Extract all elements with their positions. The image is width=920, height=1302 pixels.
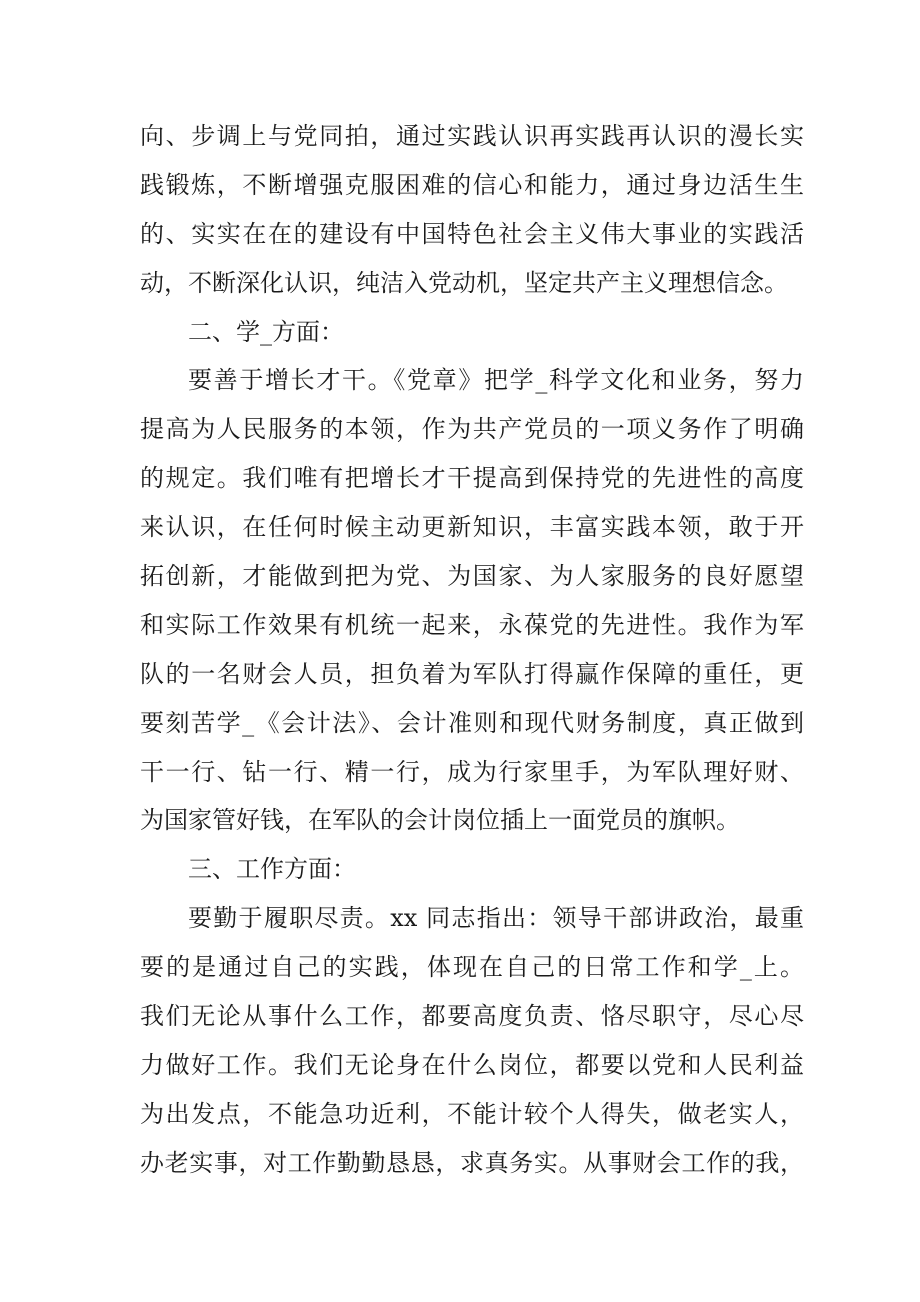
text-line: 动，不断深化认识，纯洁入党动机，坚定共产主义理想信念。 [140, 268, 788, 297]
text-line: 拓创新，才能做到把为党、为国家、为人家服务的良好愿望 [140, 562, 804, 591]
text-line: 队的一名财会人员，担负着为军队打得赢作保障的重任，更 [140, 659, 804, 688]
text-line: 干一行、钻一行、精一行，成为行家里手，为军队理好财、 [140, 757, 804, 786]
text-line: 力做好工作。我们无论身在什么岗位，都要以党和人民利益 [140, 1050, 804, 1079]
text-line: 的规定。我们唯有把增长才干提高到保持党的先进性的高度 [140, 464, 804, 493]
text-line: 提高为人民服务的本领，作为共产党员的一项义务作了明确 [140, 415, 804, 444]
text-line: 办老实事，对工作勤勤恳恳，求真务实。从事财会工作的我， [140, 1148, 804, 1177]
paragraph-continuation [140, 112, 804, 308]
text-line: 要的是通过自己的实践，体现在自己的日常工作和学_上。 [140, 953, 804, 982]
text-line: 向、步调上与党同拍，通过实践认识再实践再认识的漫长实 [140, 122, 804, 150]
paragraph-study [140, 356, 804, 845]
text-line: 和实际工作效果有机统一起来，永葆党的先进性。我作为军 [140, 610, 804, 639]
section-heading-work: 三、工作方面： [188, 855, 356, 884]
text-line: 为出发点，不能急功近利，不能计较个人得失，做老实人， [140, 1099, 804, 1128]
text-line: 践锻炼，不断增强克服困难的信心和能力，通过身边活生生 [140, 170, 804, 199]
text-line: 为国家管好钱，在军队的会计岗位插上一面党员的旗帜。 [140, 806, 740, 835]
document-page [140, 112, 804, 1188]
text-line: 要善于增长才干。《党章》把学_科学文化和业务，努力 [188, 366, 804, 395]
text-line: 要刻苦学_《会计法》、会计准则和现代财务制度，真正做到 [140, 708, 804, 737]
text-line: 要勤于履职尽责。xx 同志指出：领导干部讲政治，最重 [188, 904, 804, 933]
text-line: 的、实实在在的建设有中国特色社会主义伟大事业的实践活 [140, 219, 804, 248]
section-heading-study: 二、学_方面： [188, 317, 344, 346]
text-line: 来认识，在任何时候主动更新知识，丰富实践本领，敢于开 [140, 513, 804, 542]
paragraph-work [140, 894, 804, 1187]
text-line: 我们无论从事什么工作，都要高度负责、恪尽职守，尽心尽 [140, 1002, 804, 1031]
